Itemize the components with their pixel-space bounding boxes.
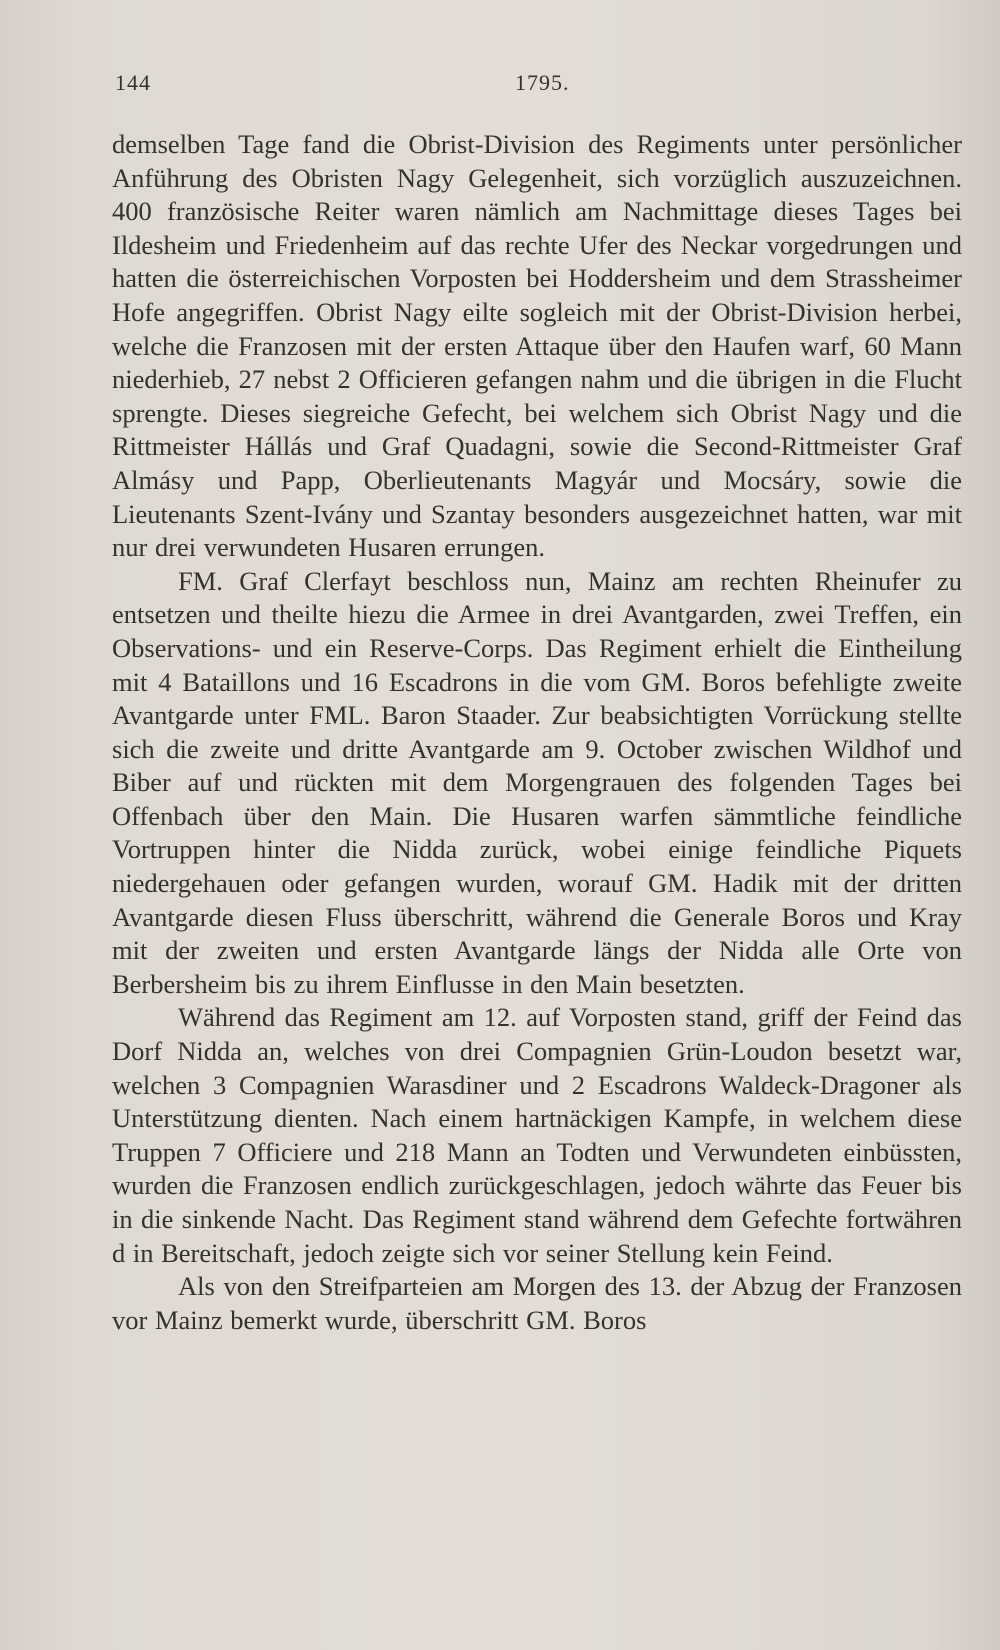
page-number: 144 <box>115 70 151 95</box>
paragraph-4: Als von den Streifparteien am Morgen des 13. der Abzug der Franzosen vor Mainz bemerkt wurde, überschritt GM. Boros <box>112 1271 962 1335</box>
paragraph-1: demselben Tage fand die Obrist-Division des Regiments unter persönlicher Anführung des Obristen Nagy Gelegenheit, sich vorzüglich auszuzeichnen. 400 französische Reiter waren nämlich am Nachmittage dieses Tages bei Ildesheim und Friedenheim auf das rechte Ufer des Neckar vorgedrungen und hatten die österreichischen Vorposten bei Hoddersheim und dem Strassheimer Hofe angegriffen. Obrist Nagy eilte sogleich mit der Obrist-Division herbei, welche die Franzosen mit der ersten Attaque über den Haufen warf, 60 Mann niederhieb, 27 nebst 2 Officieren gefangen nahm und die übrigen in die Flucht sprengte. Dieses siegreiche Gefecht, bei welchem sich Obrist Nagy und die Rittmeister Hállás und Graf Quadagni, sowie die Second-Rittmeister Graf Almásy und Papp, Oberlieutenants Magyár und Mocsáry, sowie die Lieutenants Szent-Ivány und Szantay besonders ausgezeichnet hatten, war mit nur drei verwundeten Husaren errungen. <box>112 129 962 563</box>
page-header <box>115 70 570 110</box>
paragraph-2: FM. Graf Clerfayt beschloss nun, Mainz am rechten Rheinufer zu entsetzen und theilte hiezu die Armee in drei Avantgarden, zwei Treffen, ein Observations- und ein Reserve-Corps. Das Regiment erhielt die Eintheilung mit 4 Bataillons und 16 Escadrons in die vom GM. Boros befehligte zweite Avantgarde unter FML. Baron Staader. Zur beabsichtigten Vorrückung stellte sich die zweite und dritte Avantgarde am 9. October zwischen Wildhof und Biber auf und rückten mit dem Morgengrauen des folgenden Tages bei Offenbach über den Main. Die Husaren warfen sämmtliche feindliche Vortruppen hinter die Nidda zurück, wobei einige feindliche Piquets niedergehauen oder gefangen wurden, worauf GM. Hadik mit der dritten Avantgarde diesen Fluss überschritt, während die Generale Boros und Kray mit der zweiten und ersten Avantgarde längs der Nidda alle Orte von Berbersheim bis zu ihrem Einflusse in den Main besetzten. <box>112 565 962 999</box>
running-head-year: 1795. <box>515 70 570 95</box>
paragraph-3: Während das Regiment am 12. auf Vorposten stand, griff der Feind das Dorf Nidda an, welches von drei Compagnien Grün-Loudon besetzt war, welchen 3 Compagnien Warasdiner und 2 Escadrons Waldeck-Dragoner als Unterstützung dienten. Nach einem hartnäckigen Kampfe, in welchem diese Truppen 7 Officiere und 218 Mann an Todten und Verwundeten einbüssten, wurden die Franzosen endlich zurückgeschlagen, jedoch währte das Feuer bis in die sinkende Nacht. Das Regiment stand während dem Gefechte fortwähren d in Bereitschaft, jedoch zeigte sich vor seiner Stellung kein Feind. <box>112 1002 962 1268</box>
body-text <box>112 128 962 1337</box>
